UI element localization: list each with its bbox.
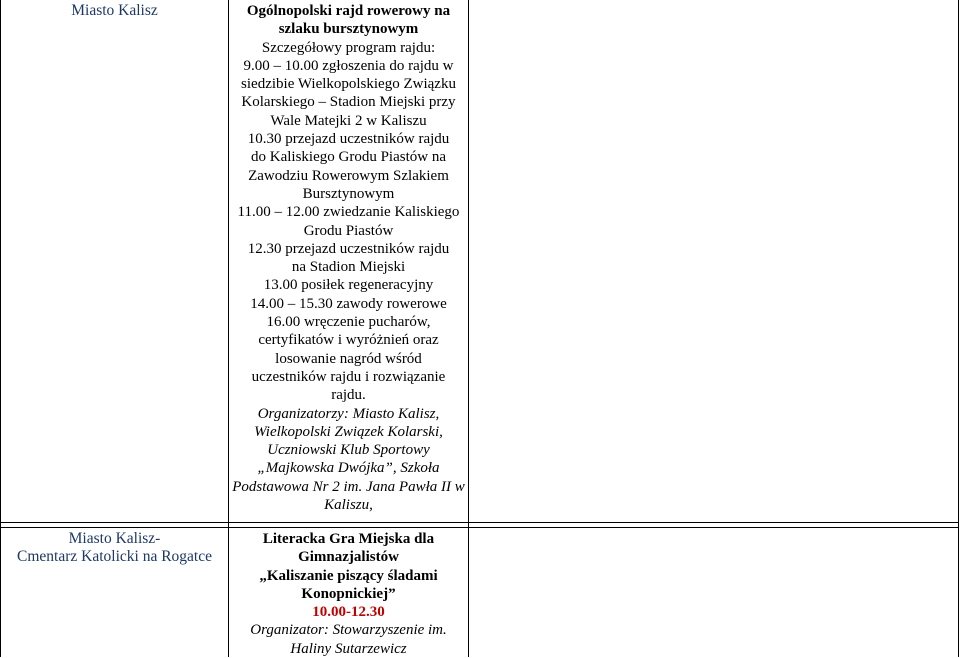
row2-event-title-line: Literacka Gra Miejska dla xyxy=(262,531,435,547)
row1-empty-cell xyxy=(469,0,958,522)
row1-program-line: 12.30 przejazd uczestników rajdu xyxy=(247,240,450,257)
row1-organizers-line: Kaliszu, xyxy=(324,497,373,514)
row1-program-line: Grodu Piastów xyxy=(303,222,394,239)
row2-event-time: 10.00-12.30 xyxy=(312,604,385,621)
row1-place-cell xyxy=(1,2,228,20)
row1-organizers-line: Wielkopolski Związek Kolarski, xyxy=(254,423,443,440)
row1-program-line: Zawodziu Rowerowym Szlakiem xyxy=(248,167,449,184)
row2-event-title-line: Gimnazjalistów xyxy=(298,549,399,566)
table-border-right xyxy=(958,0,959,657)
row1-organizers-line: Podstawowa Nr 2 im. Jana Pawła II w xyxy=(232,478,465,495)
row1-program-line: 11.00 – 12.00 zwiedzanie Kaliskiego xyxy=(237,204,460,221)
row2-organizers-line: Haliny Sutarzewicz xyxy=(290,640,407,657)
row1-event-title-line: Ogólnopolski rajd rowerowy na xyxy=(246,3,451,19)
row1-program-line: 13.00 posiłek regeneracyjny xyxy=(263,277,434,294)
row1-program-line: siedzibie Wielkopolskiego Związku xyxy=(241,76,456,93)
row1-program-line: 16.00 wręczenie pucharów, xyxy=(266,314,431,331)
row1-program-line: 10.30 przejazd uczestników rajdu xyxy=(247,131,450,148)
row2-place-line: Miasto Kalisz- xyxy=(68,530,161,547)
row1-program-line: Szczegółowy program rajdu: xyxy=(261,39,436,56)
row1-program-line: na Stadion Miejski xyxy=(291,259,406,276)
row1-program-line: 9.00 – 10.00 zgłoszenia do rajdu w xyxy=(243,57,454,74)
row1-organizers-line: Uczniowski Klub Sportowy xyxy=(267,442,430,459)
row1-program-line: certyfikatów i wyróżnień oraz xyxy=(258,332,439,349)
row1-organizers-line: „Majkowska Dwójka”, Szkoła xyxy=(257,460,440,477)
row2-event-title-line: Konopnickiej” xyxy=(301,585,396,602)
row1-program-line: uczestników rajdu i rozwiązanie xyxy=(251,368,446,385)
row1-program-line: 14.00 – 15.30 zawody rowerowe xyxy=(250,295,447,312)
row-divider xyxy=(0,522,959,523)
row1-organizers-line: Organizatorzy: Miasto Kalisz, xyxy=(257,405,440,422)
row1-program-line: Kolarskiego – Stadion Miejski przy xyxy=(241,94,456,111)
row1-program-line: Bursztynowym xyxy=(302,185,395,202)
row2-event-cell xyxy=(229,530,468,658)
row2-event-title-line: „Kaliszanie piszący śladami xyxy=(259,567,438,584)
row2-place-line: Cmentarz Katolicki na Rogatce xyxy=(17,548,212,566)
row2-empty-cell xyxy=(469,528,958,657)
row1-event-title-line: szlaku bursztynowym xyxy=(278,21,419,38)
row1-program-line: rajdu. xyxy=(331,387,366,404)
row2-organizers-line: Organizator: Stowarzyszenie im. xyxy=(250,622,447,639)
row1-program-line: do Kaliskiego Grodu Piastów na xyxy=(251,149,446,166)
row1-event-cell xyxy=(229,2,468,514)
row1-place-line: Miasto Kalisz xyxy=(71,2,158,19)
row2-place-cell xyxy=(1,530,228,567)
row1-program-line: losowanie nagród wśród xyxy=(275,350,422,367)
row1-program-line: Wale Matejki 2 w Kaliszu xyxy=(270,112,427,129)
